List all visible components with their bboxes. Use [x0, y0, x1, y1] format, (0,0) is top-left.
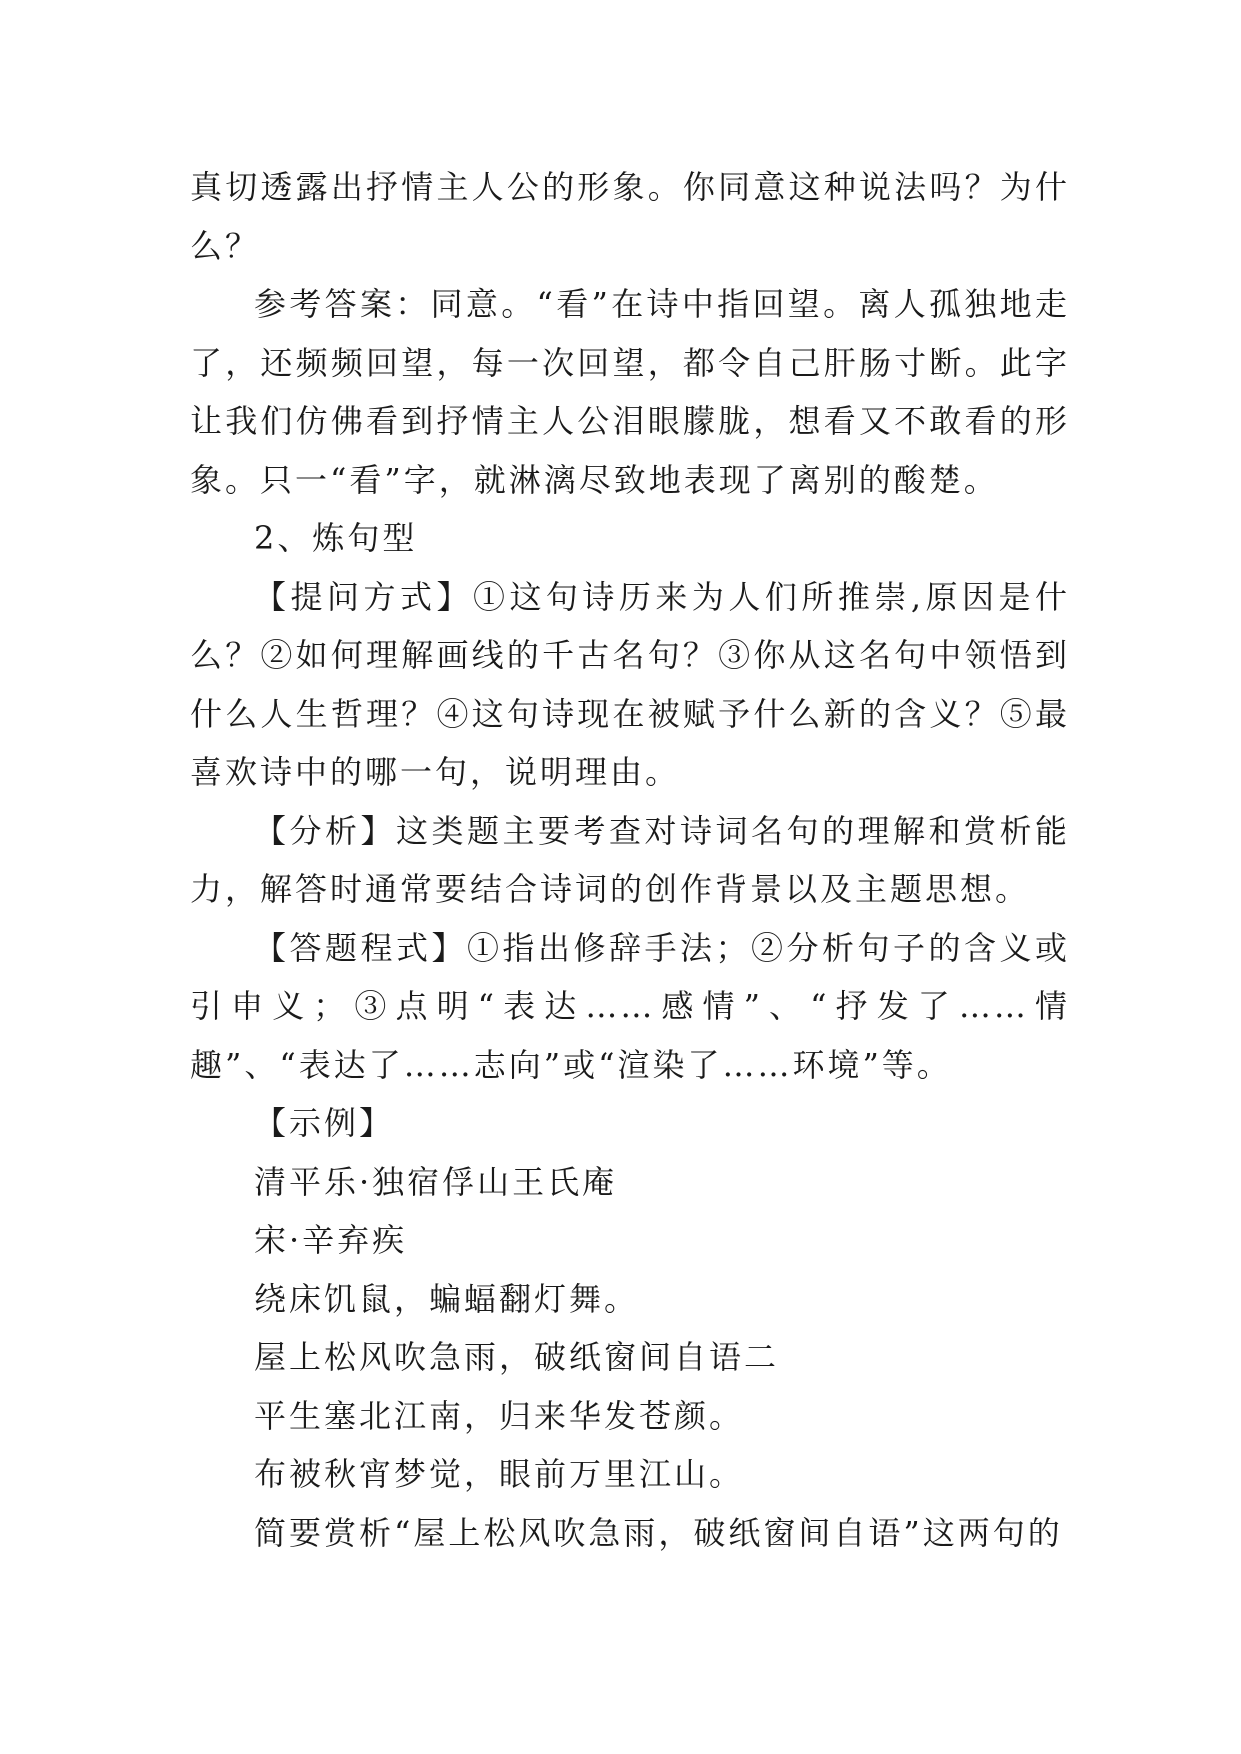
poem-author: 宋·辛弃疾	[254, 1221, 408, 1259]
paragraph-question-format: 【提问方式】①这句诗历来为人们所推崇,原因是什么？②如何理解画线的千古名句？③你从这名句中领悟到什么人生哲理？④这句诗现在被赋予什么新的含义？⑤最喜欢诗中的哪一句，说明理由。	[190, 577, 1070, 791]
poem-line: 绕床饥鼠，蝙蝠翻灯舞。	[254, 1279, 640, 1318]
paragraph-example-label: 【示例】	[254, 1104, 395, 1142]
paragraph-answer-procedure: 【答题程式】①指出修辞手法；②分析句子的含义或引申义；③点明“表达……感情”、“抒发了……情趣”、“表达了……志向”或“渲染了……环境”等。	[190, 928, 1070, 1084]
document-body	[190, 158, 1070, 1562]
poem-line: 平生塞北江南，归来华发苍颜。	[254, 1396, 745, 1435]
paragraph-reference-answer: 参考答案：同意。“看”在诗中指回望。离人孤独地走了，还频频回望，每一次回望，都令自己肝肠寸断。此字让我们仿佛看到抒情主人公泪眼朦胧，想看又不敢看的形象。只一“看”字，就淋漓尽致地表现了离别的酸楚。	[190, 285, 1070, 499]
section-heading-sentence-type: 2、炼句型	[254, 519, 418, 557]
paragraph-continuation: 真切透露出抒情主人公的形象。你同意这种说法吗？为什么？	[190, 168, 1070, 265]
poem-title: 清平乐·独宿俘山王氏庵	[254, 1162, 618, 1201]
poem-line: 屋上松风吹急雨，破纸窗间自语二	[254, 1338, 780, 1376]
poem-line: 布被秋宵梦觉，眼前万里江山。	[254, 1455, 745, 1493]
paragraph-analysis: 【分析】这类题主要考查对诗词名句的理解和赏析能力，解答时通常要结合诗词的创作背景以及主题思想。	[190, 811, 1070, 908]
question-text: 简要赏析“屋上松风吹急雨，破纸窗间自语”这两句的	[254, 1513, 1063, 1552]
